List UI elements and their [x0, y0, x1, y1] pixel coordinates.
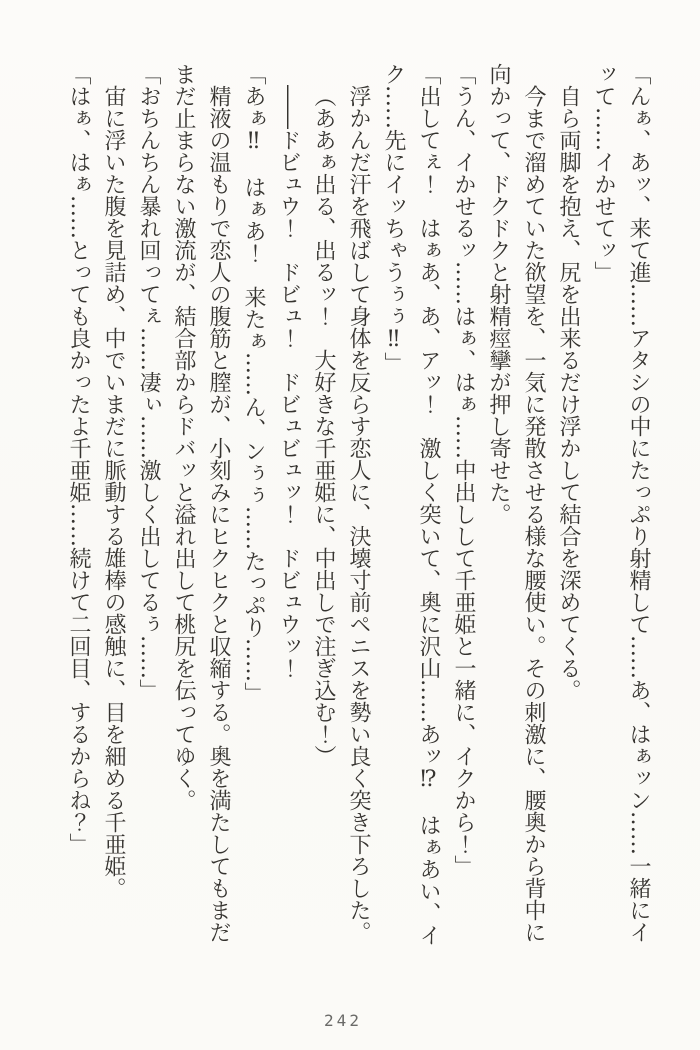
text-line: 「出してぇ！ はぁあ、あ、アッ！ 激しく突いて、奥に沢山……あッ⁉ はぁあい、イ — [416, 63, 441, 946]
text-line: 今まで溜めていた欲望を、一気に発散させる様な腰使い。その刺激に、腰奥から背中に — [521, 85, 546, 943]
text-line: （ああぁ出る、出るッ！ 大好きな千亜姫に、中出しで注ぎ込む！） — [311, 85, 336, 767]
text-line: 自ら両脚を抱え、尻を出来るだけ浮かして結合を深めてくる。 — [556, 85, 581, 701]
text-line: 「うん、イかせるッ……はぁ、はぁ……中出しして千亜姫と一緒に、イクから！」 — [451, 63, 476, 877]
text-line: 「んぁ、あッ、来て進……アタシの中にたっぷり射精して……あ、はぁッン……一緒にイ — [626, 63, 651, 943]
text-line: ッて……イかせてッ」 — [591, 63, 616, 283]
text-line: ク……先にイッちゃうぅぅ‼」 — [381, 63, 406, 374]
text-line: 向かって、ドクドクと射精痙攣が押し寄せた。 — [486, 63, 511, 525]
text-line: ――ドビュウ！ ドビュ！ ドビュビュッ！ ドビュウッ！ — [276, 85, 301, 679]
text-line: 「おちんちん暴れ回ってぇ……凄ぃ……激しく出してるぅ……」 — [136, 63, 161, 701]
text-line: まだ止まらない激流が、結合部からドバッと溢れ出して桃尻を伝ってゆく。 — [171, 63, 196, 811]
page-number: 242 — [324, 1011, 362, 1030]
text-block — [61, 63, 656, 945]
text-line: 浮かんだ汗を飛ばして身体を反らす恋人に、決壊寸前ペニスを勢い良く突き下ろした。 — [346, 85, 371, 943]
text-line: 「はぁ、はぁ……とっても良かったよ千亜姫……続けて二回目、するからね？」 — [66, 63, 91, 855]
text-line: 「あぁ‼ はぁあ！ 来たぁ……ん、ンぅぅ……たっぷり……」 — [241, 63, 266, 704]
text-line: 精液の温もりで恋人の腹筋と膣が、小刻みにヒクヒクと収縮する。奥を満たしてもまだ — [206, 85, 231, 943]
text-line: 宙に浮いた腹を見詰め、中でいまだに脈動する雄棒の感触に、目を細める千亜姫。 — [101, 85, 126, 899]
